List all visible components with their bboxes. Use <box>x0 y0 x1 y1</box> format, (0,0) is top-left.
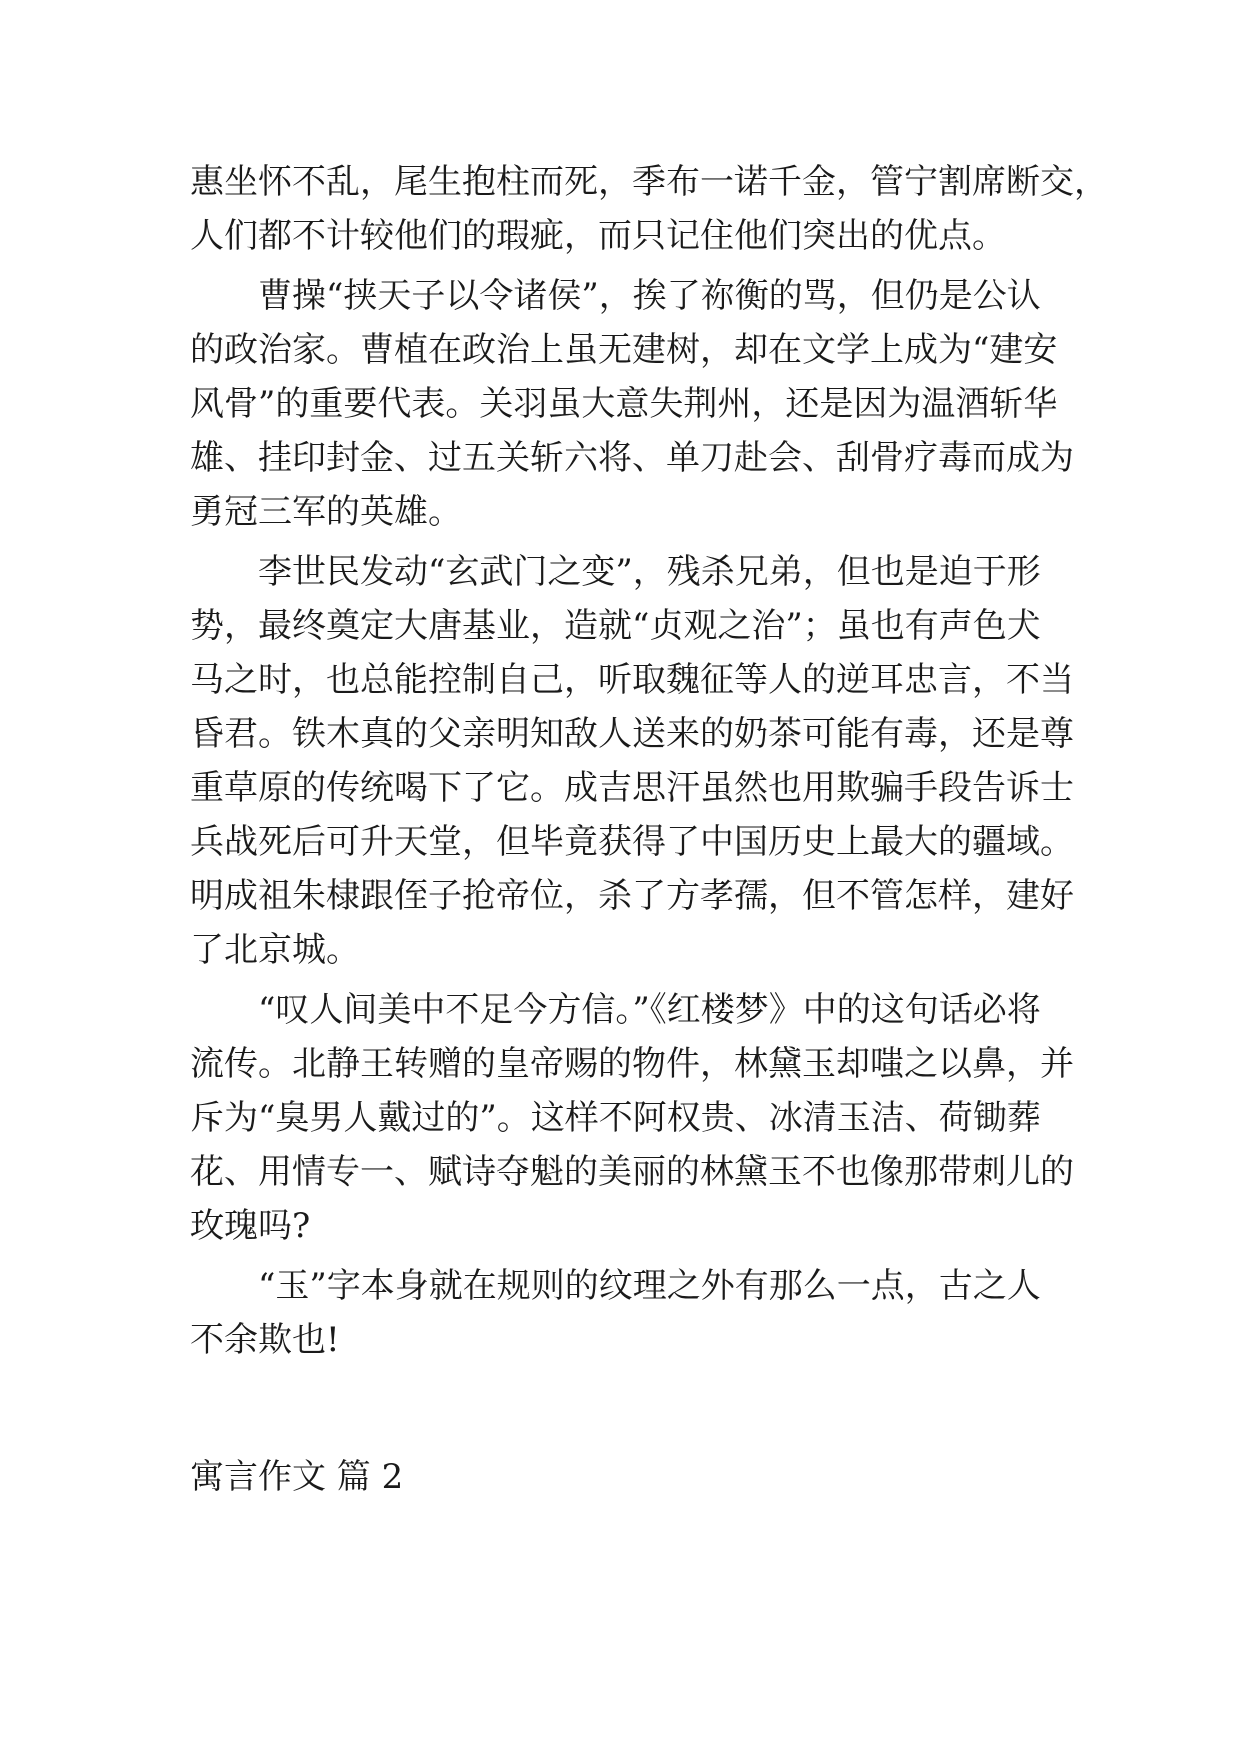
text-line: 不余欺也! <box>190 1320 340 1360</box>
text-line: “叹人间美中不足今方信。”《红楼梦》中的这句话必将 <box>258 990 1041 1030</box>
text-line: 李世民发动“玄武门之变”，残杀兄弟，但也是迫于形 <box>258 552 1041 592</box>
section-title: 寓言作文 篇 2 <box>190 1457 404 1497</box>
text-line: 明成祖朱棣跟侄子抢帝位，杀了方孝孺，但不管怎样，建好 <box>190 876 1074 916</box>
text-line: 风骨”的重要代表。关羽虽大意失荆州，还是因为温酒斩华 <box>190 384 1058 424</box>
text-line: 勇冠三军的英雄。 <box>190 492 462 532</box>
text-line: 惠坐怀不乱，尾生抱柱而死，季布一诺千金，管宁割席断交， <box>190 162 1108 202</box>
paragraph <box>190 1259 1070 1367</box>
text-line: 了北京城。 <box>190 930 360 970</box>
paragraph <box>190 155 1108 263</box>
text-line: 昏君。铁木真的父亲明知敌人送来的奶茶可能有毒，还是尊 <box>190 714 1074 754</box>
text-line: 雄、挂印封金、过五关斩六将、单刀赴会、刮骨疗毒而成为 <box>190 438 1074 478</box>
text-line: 重草原的传统喝下了它。成吉思汗虽然也用欺骗手段告诉士 <box>190 768 1074 808</box>
paragraph <box>190 269 1074 539</box>
text-line: 人们都不计较他们的瑕疵，而只记住他们突出的优点。 <box>190 216 1006 256</box>
text-line: 势，最终奠定大唐基业，造就“贞观之治”；虽也有声色犬 <box>190 606 1041 646</box>
text-line: 曹操“挟天子以令诸侯”，挨了祢衡的骂，但仍是公认 <box>258 276 1041 316</box>
paragraph <box>190 983 1074 1253</box>
body-text <box>190 155 1108 1367</box>
text-line: 玫瑰吗? <box>190 1206 311 1246</box>
paragraph <box>190 545 1074 977</box>
text-line: 的政治家。曹植在政治上虽无建树，却在文学上成为“建安 <box>190 330 1058 370</box>
text-line: 兵战死后可升天堂，但毕竟获得了中国历史上最大的疆域。 <box>190 822 1074 862</box>
text-line: 马之时，也总能控制自己，听取魏征等人的逆耳忠言，不当 <box>190 660 1074 700</box>
text-line: 花、用情专一、赋诗夺魁的美丽的林黛玉不也像那带刺儿的 <box>190 1152 1074 1192</box>
text-line: “玉”字本身就在规则的纹理之外有那么一点，古之人 <box>258 1266 1041 1306</box>
text-line: 斥为“臭男人戴过的”。这样不阿权贵、冰清玉洁、荷锄葬 <box>190 1098 1041 1138</box>
text-line: 流传。北静王转赠的皇帝赐的物件，林黛玉却嗤之以鼻，并 <box>190 1044 1074 1084</box>
